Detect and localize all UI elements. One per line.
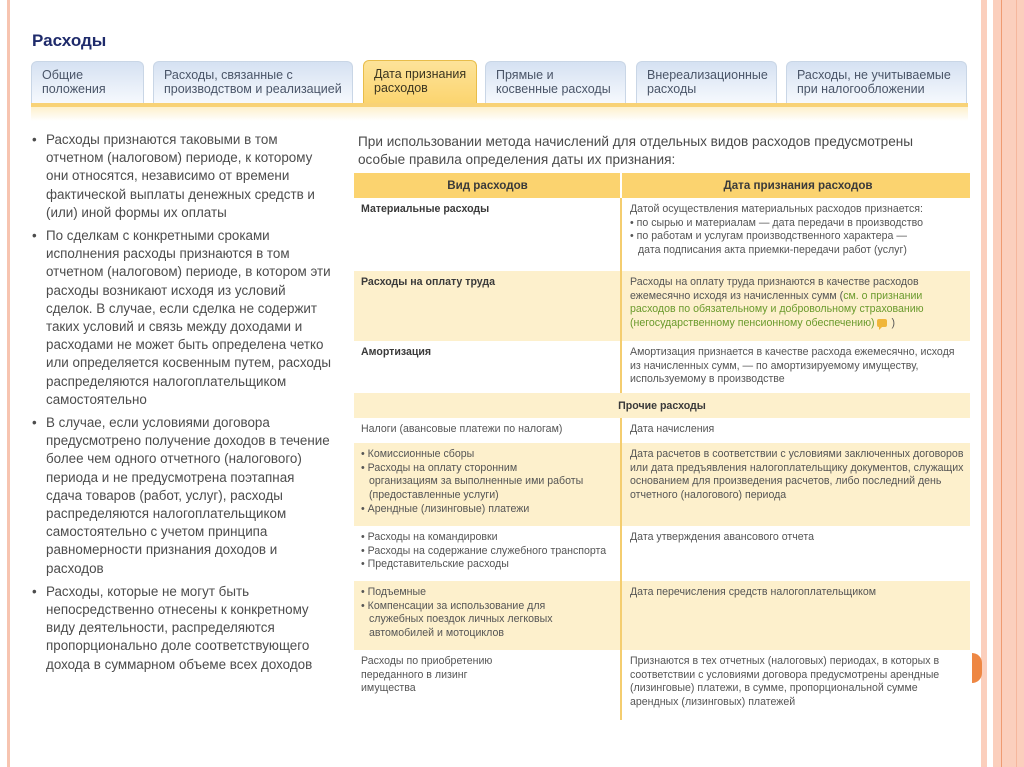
- tab-label-line2: расходы: [647, 82, 697, 96]
- section-title: Прочие расходы: [618, 400, 706, 412]
- tab-label-line2: косвенные расходы: [496, 82, 611, 96]
- cell-date-item: • по работам и услугам производственного характера —: [630, 230, 907, 243]
- cell-type-item-text: Расходы на содержание служебного транспорта: [367, 544, 607, 557]
- cell-date-intro: Датой осуществления материальных расходов признается:: [630, 203, 923, 215]
- bullet-item: [32, 414, 332, 578]
- cell-type-item: • Компенсации за использование для: [361, 599, 546, 612]
- table-row: [354, 341, 970, 393]
- table-row: [354, 443, 970, 526]
- intro-text: При использовании метода начислений для отдельных видов расходов предусмотрены особые правила определения даты их признания:: [358, 134, 914, 167]
- cell-date-end: ): [888, 317, 896, 330]
- cell-type-item-text: Компенсации за использование для: [367, 599, 546, 612]
- cell-type-item-text: Расходы на командировки: [367, 531, 498, 543]
- bullet-text: Расходы признаются таковыми в том отчетном (налоговом) периоде, к которому они относятся, независимо от времени фактической выплаты денежных средств и (или) иной формы их оплаты: [46, 132, 315, 220]
- tab-bar: [31, 61, 968, 107]
- cell-type-item-cont: организациям за выполненные ими работы (предоставленные услуги): [369, 475, 584, 502]
- cell-type: [354, 581, 620, 650]
- left-frame-stripe: [7, 0, 10, 767]
- bullet-dot-icon: •: [32, 415, 37, 431]
- cell-date: Дата расчетов в соответствии с условиями заключенных договоров или дата предъявления налогоплательщику документов, служащих основанием для произведения расчетов, либо последний день отчетного (налогового) периода: [620, 443, 970, 526]
- tab-production-expenses[interactable]: [153, 61, 353, 103]
- frame-line-secondary: [1016, 0, 1017, 767]
- bullet-text: В случае, если условиями договора предусмотрено получение доходов в течение более чем одного отчетного (налогового) периода и не предусмотрена поэтапная сдача товаров (работ, услуг), расходы распределяются налогоплательщиком самостоятельно с учетом принципа равномерности признания доходов и расходов: [46, 415, 330, 576]
- frame-line: [1001, 0, 1002, 767]
- cell-type: [354, 443, 620, 526]
- bullet-item: [32, 227, 332, 409]
- cell-type: Амортизация: [361, 346, 432, 358]
- cell-type: Расходы на оплату труда: [361, 276, 496, 288]
- frame-gap: [987, 0, 993, 767]
- section-row-other: [354, 393, 970, 418]
- cell-type-item-cont: служебных поездок личных легковых автомобилей и мотоциклов: [369, 613, 553, 640]
- table-row: [354, 271, 970, 341]
- cell-date-item-text: по сырью и материалам — дата передачи в производство: [636, 216, 923, 229]
- table-row: [354, 581, 970, 650]
- cell-type-item: • Расходы на командировки: [361, 531, 498, 543]
- tab-non-deductible[interactable]: [786, 61, 967, 103]
- cell-date: Дата перечисления средств налогоплательщиком: [620, 581, 970, 650]
- cell-type-item: • Подъемные: [361, 586, 427, 598]
- cell-type-item-text: Комиссионные сборы: [367, 448, 475, 460]
- cell-date-text: Расходы на оплату труда признаются в качестве расходов ежемесячно исходя из начисленных сумм (: [630, 276, 919, 302]
- cell-type-item: • Расходы на оплату сторонним: [361, 461, 518, 474]
- cell-type-item-text: Представительские расходы: [367, 558, 509, 571]
- tab-general[interactable]: [31, 61, 144, 103]
- column-header-date: Дата признания расходов: [620, 173, 970, 198]
- tab-label-line2: при налогообложении: [797, 82, 925, 96]
- bullet-item: [32, 131, 332, 222]
- tab-label-line2: положения: [42, 82, 106, 96]
- cell-date-item: • по сырью и материалам — дата передачи в производство: [630, 216, 923, 229]
- tab-label-line2: расходов: [374, 81, 428, 95]
- bullet-list: [32, 131, 332, 679]
- right-frame-decoration: [981, 0, 1024, 767]
- cell-type-item: • Представительские расходы: [361, 558, 509, 571]
- recognition-table: [354, 173, 970, 720]
- cell-type-item-text: Подъемные: [367, 586, 427, 598]
- cell-type-item: • Комиссионные сборы: [361, 448, 475, 460]
- bullet-dot-icon: •: [32, 132, 37, 147]
- table-header-row: [354, 173, 970, 198]
- comment-icon[interactable]: [877, 319, 887, 327]
- page-title: Расходы: [32, 31, 107, 50]
- cell-type: Налоги (авансовые платежи по налогам): [361, 423, 563, 435]
- table-row: [354, 198, 970, 271]
- tab-direct-indirect[interactable]: [485, 61, 626, 103]
- tab-non-operating[interactable]: [636, 61, 777, 103]
- cell-date: [620, 271, 970, 341]
- table-row: [354, 418, 970, 443]
- cell-date-item-text: по работам и услугам производственного характера —: [636, 230, 907, 243]
- tab-label-line1: Внереализационные: [647, 68, 768, 82]
- table-row: [354, 526, 970, 581]
- cell-date: Признаются в тех отчетных (налоговых) периодах, в которых в соответствии с условиями договора предусмотрены арендные (лизинговые) платежи, в сумме, пропорциональной сумме арендных (лизинговых) платежей: [620, 650, 970, 720]
- cell-date: Амортизация признается в качестве расхода ежемесячно, исходя из начисленных сумм, — по амортизируемому имуществу, используемому в производстве: [620, 341, 970, 393]
- tab-label-line1: Дата признания: [374, 67, 467, 81]
- tab-label-line1: Прямые и: [496, 68, 554, 82]
- cell-type-item-text: Расходы на оплату сторонним: [367, 461, 518, 474]
- tab-label-line1: Расходы, не учитываемые: [797, 68, 951, 82]
- bullet-dot-icon: •: [32, 228, 37, 244]
- cell-type-item: • Расходы на содержание служебного транспорта: [361, 544, 607, 557]
- cell-date: Дата начисления: [620, 418, 970, 443]
- tab-label-line2: производством и реализацией: [164, 82, 342, 96]
- bullet-text: Расходы, которые не могут быть непосредственно отнесены к конкретному виду деятельности, распределяются пропорционально доле соответствующего дохода в суммарном объеме всех доходов: [46, 583, 313, 672]
- tab-label-line1: Общие: [42, 68, 84, 82]
- bullet-item: [32, 583, 332, 674]
- cell-date-item-cont: дата подписания акта приемки-передачи работ (услуг): [638, 244, 907, 257]
- cell-date: Дата утверждения авансового отчета: [620, 526, 970, 581]
- cell-type: Материальные расходы: [361, 203, 490, 215]
- tab-recognition-date[interactable]: [363, 60, 477, 105]
- bullet-text: По сделкам с конкретными сроками исполнения расходы признаются в том отчетном (налоговом) периоде, в котором эти расходы возникают исходя из условий сделок. В случае, если сделка не содержит таких условий и связь между доходами и расходами не может быть определена четко или определяется косвенным путем, расходы распределяются налогоплательщиком самостоятельно: [46, 228, 331, 407]
- cell-date: [620, 198, 970, 271]
- cell-type-item-text: Арендные (лизинговые) платежи: [367, 502, 530, 515]
- bullet-dot-icon: •: [32, 583, 37, 599]
- insurance-link[interactable]: см. о признании расходов по обязательному и добровольному страхованию (негосударственному пенсионному обеспечению): [630, 289, 924, 330]
- tab-underline-shade: [31, 107, 968, 121]
- table-row: [354, 650, 970, 720]
- cell-type-item: • Арендные (лизинговые) платежи: [361, 502, 530, 515]
- cell-type: [354, 526, 620, 581]
- tab-label-line1: Расходы, связанные с: [164, 68, 293, 82]
- column-header-type: Вид расходов: [447, 179, 528, 192]
- cell-type: Расходы по приобретению переданного в лизинг имущества: [361, 655, 493, 695]
